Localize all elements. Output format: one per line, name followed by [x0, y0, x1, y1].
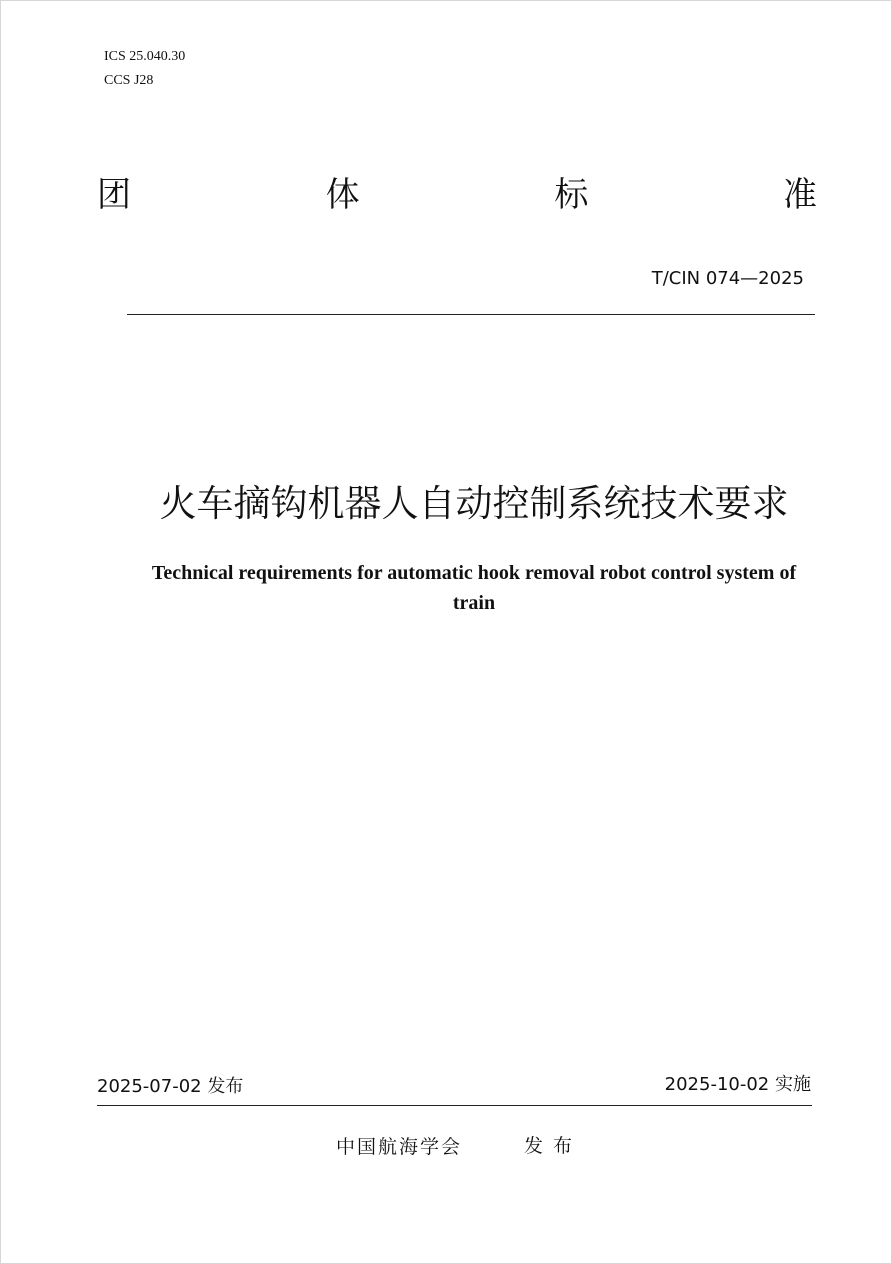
title-english — [120, 558, 828, 618]
standard-number: T/CIN 074—2025 — [651, 268, 804, 289]
standard-type-char-4: 准 — [782, 175, 817, 215]
ics-code: ICS 25.040.30 — [104, 49, 186, 64]
title-english-line-1: Technical requirements for automatic hook removal robot control system of — [151, 562, 797, 584]
publisher-name: 中国航海学会 — [336, 1136, 463, 1158]
ccs-code: CCS J28 — [104, 73, 154, 88]
publisher-action: 发布 — [524, 1135, 583, 1157]
standard-type-heading — [97, 172, 817, 218]
issue-date: 2025-07-02 发布 — [97, 1076, 244, 1097]
standard-type-char-1: 团 — [97, 175, 131, 215]
implementation-date: 2025-10-02 实施 — [664, 1074, 811, 1095]
top-divider — [127, 314, 815, 315]
bottom-divider — [97, 1105, 812, 1106]
title-english-line-2: train — [452, 592, 496, 614]
standard-type-char-2: 体 — [325, 175, 360, 215]
standard-type-char-3: 标 — [554, 175, 589, 215]
classification-codes — [104, 45, 185, 93]
title-chinese: 火车摘钩机器人自动控制系统技术要求 — [159, 482, 789, 525]
